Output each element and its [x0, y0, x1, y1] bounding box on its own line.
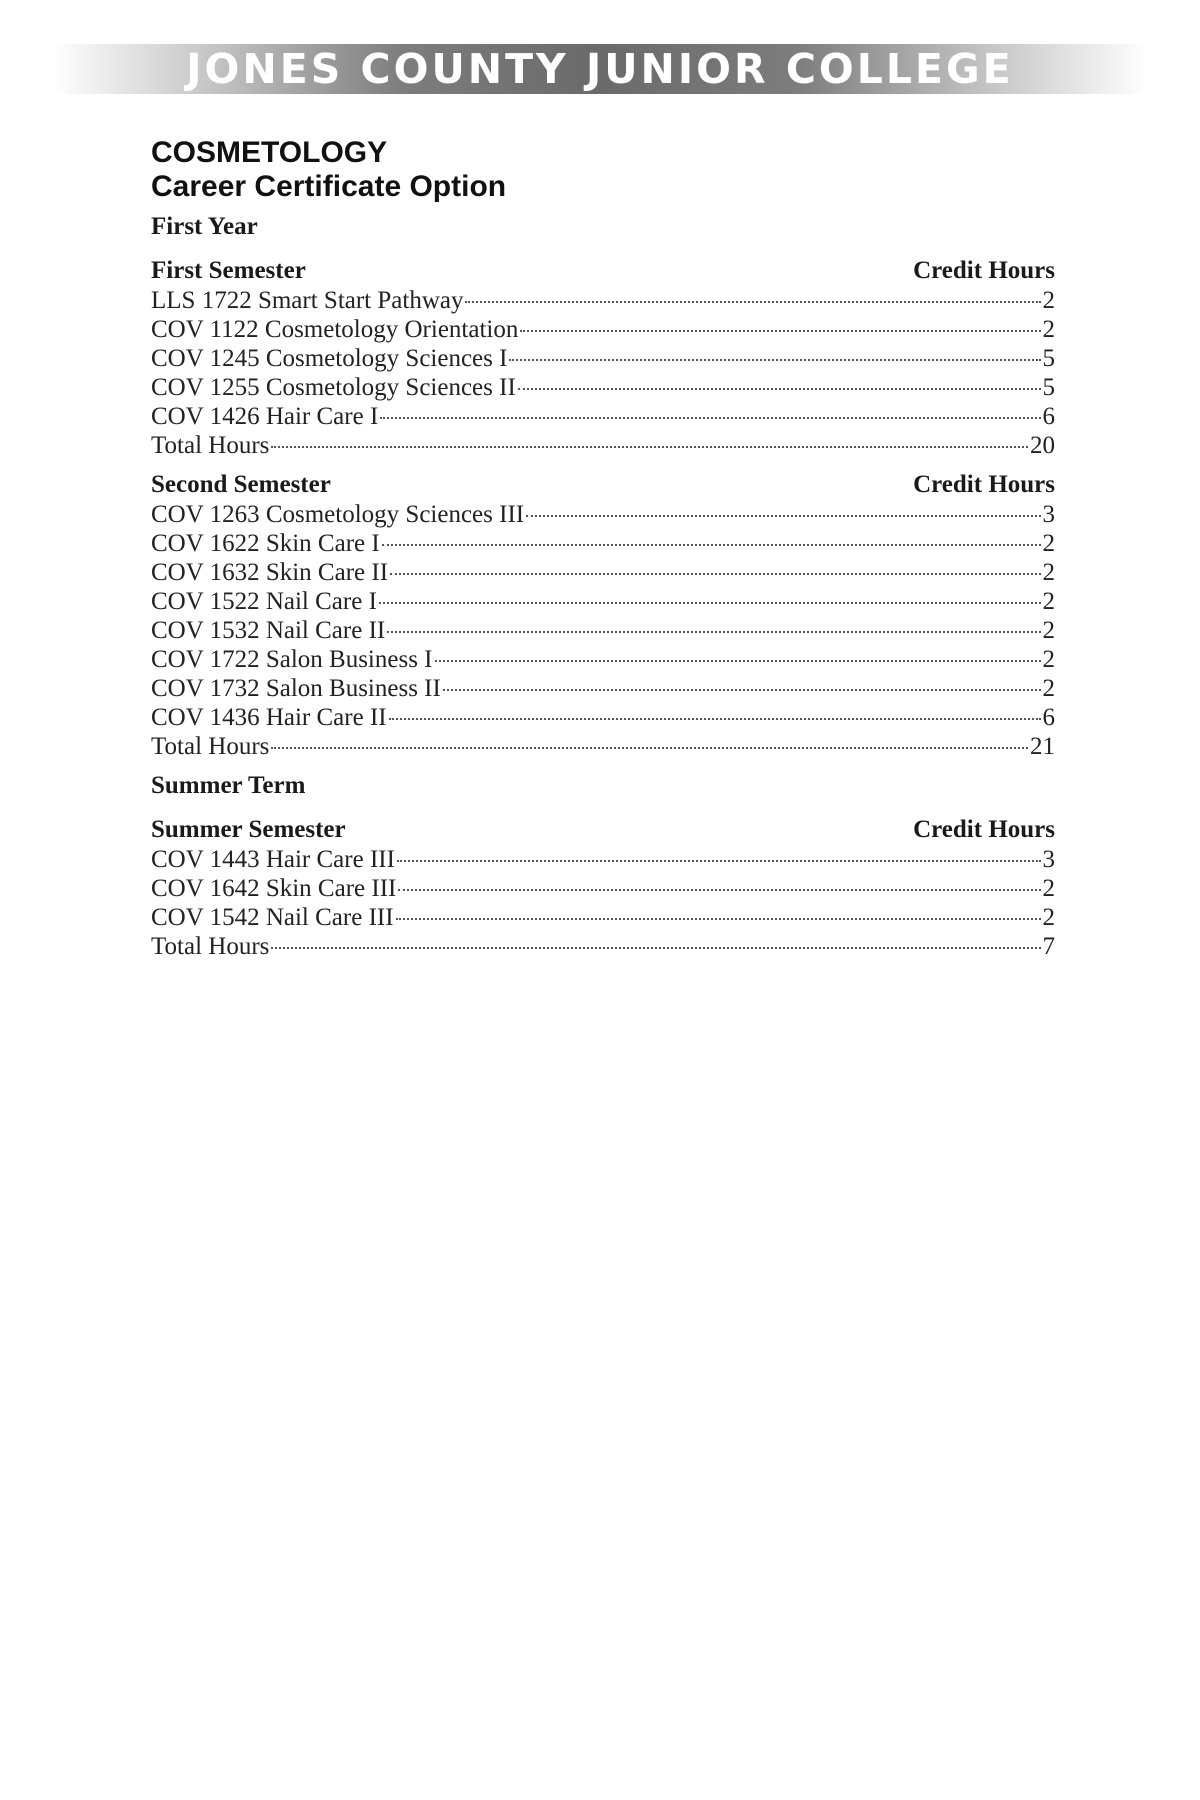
- course-name: COV 1642 Skin Care III: [151, 875, 397, 902]
- course-row: [151, 402, 1055, 431]
- course-row: [151, 373, 1055, 402]
- course-name: COV 1632 Skin Care II: [151, 559, 389, 586]
- course-name: COV 1426 Hair Care I: [151, 403, 379, 430]
- course-hours: 2: [1042, 316, 1055, 343]
- dot-leader: [396, 918, 1041, 920]
- course-hours: 3: [1042, 501, 1055, 528]
- course-row: [151, 344, 1055, 373]
- course-hours: 2: [1042, 646, 1055, 673]
- course-hours: 5: [1042, 374, 1055, 401]
- course-row: [151, 874, 1055, 903]
- course-name: COV 1522 Nail Care I: [151, 588, 377, 615]
- course-hours: 2: [1042, 588, 1055, 615]
- dot-leader: [380, 417, 1040, 419]
- total-hours-row: [151, 932, 1055, 961]
- total-hours-row: [151, 431, 1055, 460]
- course-name: COV 1622 Skin Care I: [151, 530, 380, 557]
- course-row: [151, 500, 1055, 529]
- college-banner: [52, 44, 1148, 94]
- total-hours-label: Total Hours: [151, 933, 270, 960]
- course-hours: 6: [1042, 403, 1055, 430]
- dot-leader: [509, 359, 1040, 361]
- course-hours: 3: [1042, 846, 1055, 873]
- course-hours: 5: [1042, 345, 1055, 372]
- course-row: [151, 903, 1055, 932]
- dot-leader: [518, 388, 1041, 390]
- credit-hours-column-label: Credit Hours: [913, 471, 1055, 498]
- course-name: COV 1263 Cosmetology Sciences III: [151, 501, 525, 528]
- semester-label: Second Semester: [151, 471, 331, 498]
- program-subtitle: Career Certificate Option: [151, 170, 507, 203]
- total-hours-value: 7: [1042, 933, 1055, 960]
- course-row: [151, 587, 1055, 616]
- dot-leader: [271, 947, 1040, 949]
- first-year-heading: First Year: [151, 213, 258, 240]
- course-hours: 2: [1042, 287, 1055, 314]
- course-name: COV 1443 Hair Care III: [151, 846, 395, 873]
- dot-leader: [387, 631, 1040, 633]
- course-row: [151, 845, 1055, 874]
- course-name: LLS 1722 Smart Start Pathway: [151, 287, 464, 314]
- dot-leader: [397, 860, 1041, 862]
- total-hours-value: 21: [1030, 733, 1055, 760]
- dot-leader: [465, 301, 1040, 303]
- college-name: JONES COUNTY JUNIOR COLLEGE: [186, 45, 1014, 93]
- course-name: COV 1532 Nail Care II: [151, 617, 386, 644]
- course-hours: 2: [1042, 559, 1055, 586]
- course-hours: 2: [1042, 904, 1055, 931]
- dot-leader: [382, 544, 1041, 546]
- course-hours: 2: [1042, 675, 1055, 702]
- dot-leader: [443, 689, 1041, 691]
- credit-hours-column-label: Credit Hours: [913, 257, 1055, 284]
- total-hours-label: Total Hours: [151, 733, 270, 760]
- course-hours: 6: [1042, 704, 1055, 731]
- course-hours: 2: [1042, 530, 1055, 557]
- course-row: [151, 703, 1055, 732]
- course-row: [151, 315, 1055, 344]
- credit-hours-column-label: Credit Hours: [913, 816, 1055, 843]
- course-name: COV 1542 Nail Care III: [151, 904, 394, 931]
- course-row: [151, 558, 1055, 587]
- course-row: [151, 645, 1055, 674]
- course-row: [151, 529, 1055, 558]
- course-row: [151, 674, 1055, 703]
- course-row: [151, 616, 1055, 645]
- total-hours-value: 20: [1030, 432, 1055, 459]
- course-name: COV 1732 Salon Business II: [151, 675, 441, 702]
- dot-leader: [379, 602, 1041, 604]
- course-row: [151, 286, 1055, 315]
- semester-label: First Semester: [151, 257, 306, 284]
- dot-leader: [271, 446, 1028, 448]
- summer-semester-block: [151, 815, 1055, 961]
- dot-leader: [520, 330, 1040, 332]
- course-name: COV 1245 Cosmetology Sciences I: [151, 345, 508, 372]
- first-semester-header: [151, 256, 1055, 286]
- course-hours: 2: [1042, 875, 1055, 902]
- course-name: COV 1722 Salon Business I: [151, 646, 433, 673]
- first-semester-block: [151, 256, 1055, 460]
- dot-leader: [389, 718, 1041, 720]
- dot-leader: [435, 660, 1041, 662]
- course-name: COV 1436 Hair Care II: [151, 704, 387, 731]
- course-name: COV 1122 Cosmetology Orientation: [151, 316, 519, 343]
- total-hours-label: Total Hours: [151, 432, 270, 459]
- program-sheet: [151, 136, 1055, 971]
- semester-label: Summer Semester: [151, 816, 346, 843]
- dot-leader: [390, 573, 1040, 575]
- summer-semester-header: [151, 815, 1055, 845]
- second-semester-header: [151, 470, 1055, 500]
- dot-leader: [271, 747, 1028, 749]
- total-hours-row: [151, 732, 1055, 761]
- course-hours: 2: [1042, 617, 1055, 644]
- dot-leader: [526, 515, 1040, 517]
- program-title: COSMETOLOGY: [151, 136, 388, 169]
- course-name: COV 1255 Cosmetology Sciences II: [151, 374, 516, 401]
- summer-term-heading: Summer Term: [151, 772, 306, 799]
- dot-leader: [398, 889, 1040, 891]
- second-semester-block: [151, 470, 1055, 761]
